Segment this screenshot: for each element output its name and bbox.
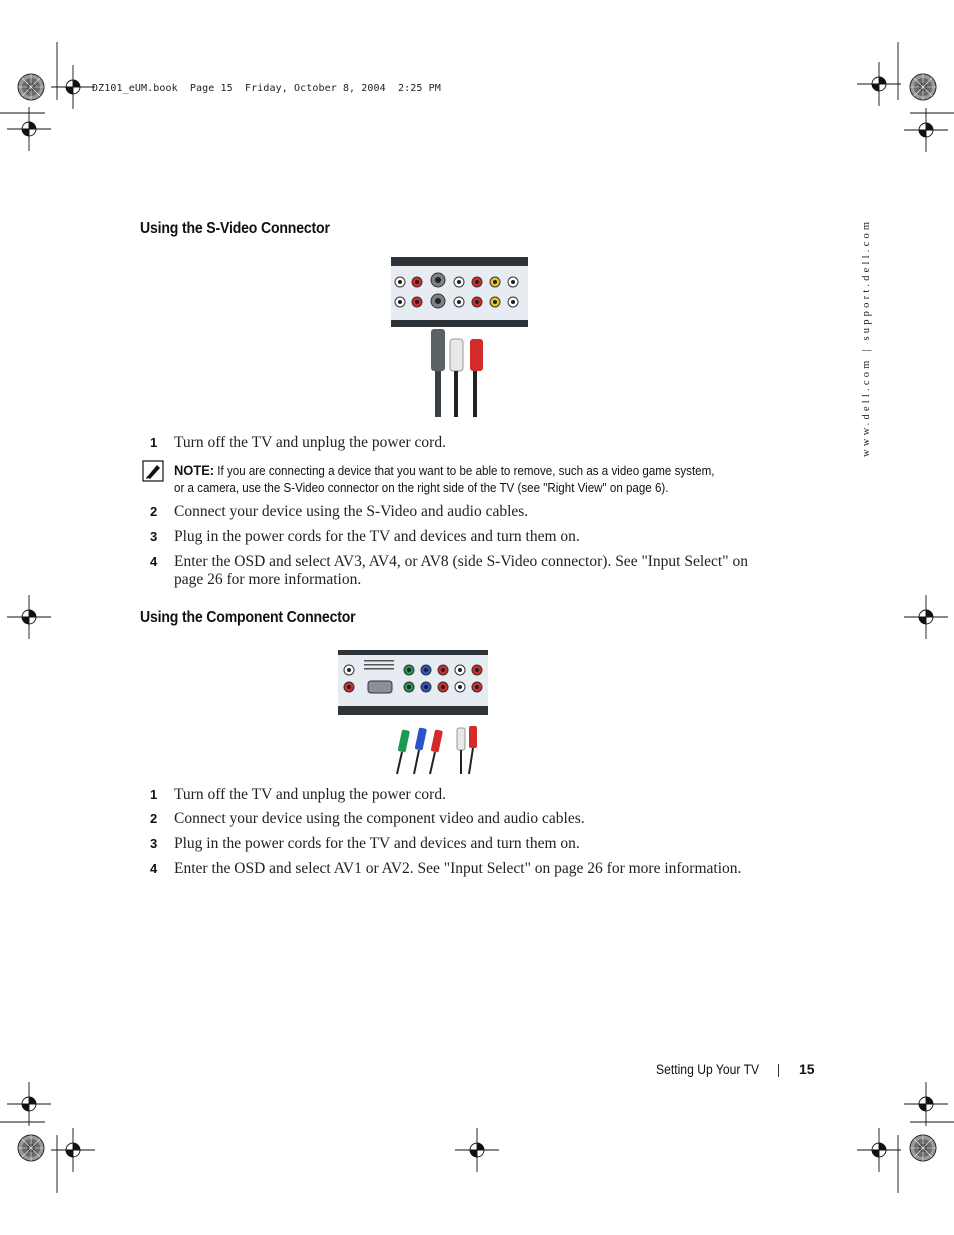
- starburst-mark-bottom-left: [18, 1135, 44, 1161]
- pencil-note-icon: [142, 460, 164, 482]
- step-number: 3: [150, 529, 158, 544]
- crosshair-mark-4: [904, 108, 948, 152]
- component-connector-illustration: [338, 650, 488, 778]
- vga-port: [368, 681, 392, 693]
- step-text: Plug in the power cords for the TV and devices and turn them on.: [174, 835, 580, 852]
- vent-grille: [364, 660, 394, 670]
- note-body: If you are connecting a device that you want to be able to remove, such as a video game system, or a camera, use the S-Video connector on the right side of the TV (see "Right View" on page 6).: [174, 464, 715, 495]
- step-number: 3: [150, 836, 158, 851]
- crosshair-mark-2: [7, 107, 51, 151]
- component-section-title: Using the Component Connector: [140, 609, 356, 626]
- svideo-section-title: Using the S-Video Connector: [140, 220, 330, 237]
- step-text: Enter the OSD and select AV1 or AV2. See "Input Select" on page 26 for more information.: [174, 860, 742, 877]
- svideo-cables: [431, 329, 483, 417]
- crosshair-mark-5: [7, 595, 51, 639]
- step-number: 4: [150, 861, 158, 876]
- crosshair-mark-3: [857, 62, 901, 106]
- crosshair-mark-1: [51, 65, 95, 109]
- side-url-text: www.dell.com | support.dell.com: [861, 218, 872, 457]
- svideo-connector-illustration: [391, 257, 528, 417]
- step-number: 2: [150, 811, 158, 826]
- step-text: Turn off the TV and unplug the power cord.: [174, 434, 446, 451]
- page-number: 15: [799, 1061, 815, 1077]
- starburst-mark-top-right: [910, 74, 936, 100]
- print-stamp: DZ101_eUM.book Page 15 Friday, October 8, 2004 2:25 PM: [92, 83, 441, 94]
- note-text: [174, 462, 726, 497]
- step-number: 4: [150, 554, 158, 569]
- step-text: Turn off the TV and unplug the power cord.: [174, 786, 446, 803]
- crosshair-mark-9: [51, 1128, 95, 1172]
- step-number: 1: [150, 787, 158, 802]
- step-text: Connect your device using the component video and audio cables.: [174, 810, 585, 827]
- step-number: 2: [150, 504, 158, 519]
- starburst-mark-bottom-right: [910, 1135, 936, 1161]
- crosshair-mark-11: [857, 1128, 901, 1172]
- step-text: Plug in the power cords for the TV and devices and turn them on.: [174, 528, 580, 545]
- footer-divider: [778, 1064, 779, 1077]
- starburst-mark-top-left: [18, 74, 44, 100]
- step-text: Connect your device using the S-Video and audio cables.: [174, 503, 529, 520]
- note-label: NOTE:: [174, 462, 215, 478]
- step-number: 1: [150, 435, 158, 450]
- step-text: Enter the OSD and select AV3, AV4, or AV8 (side S-Video connector). See "Input Select" on page 26 for more information.: [174, 553, 748, 588]
- crosshair-mark-10: [455, 1128, 499, 1172]
- footer-section-title: Setting Up Your TV: [656, 1062, 760, 1077]
- crosshair-mark-7: [7, 1082, 51, 1126]
- crosshair-mark-6: [904, 595, 948, 639]
- component-cables: [397, 726, 477, 774]
- crosshair-mark-8: [904, 1082, 948, 1126]
